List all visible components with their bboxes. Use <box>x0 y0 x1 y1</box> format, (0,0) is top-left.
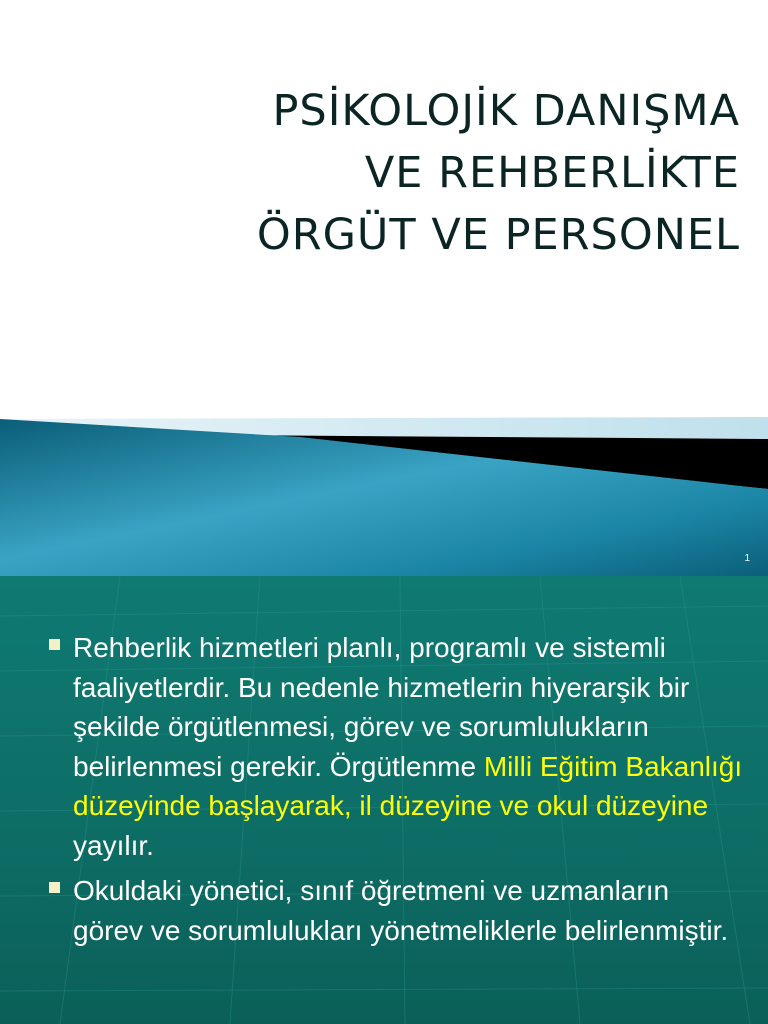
slide-title <box>200 80 740 266</box>
content-slide <box>0 576 768 1024</box>
bullet-2-text: Okuldaki yönetici, sınıf öğretmeni ve uzmanların görev ve sorumlulukları yönetmeliklerle belirlenmiştir. <box>73 875 729 946</box>
title-line-1: PSİKOLOJİK DANIŞMA <box>272 86 740 136</box>
bullet-list <box>44 628 744 956</box>
decorative-swoosh <box>0 405 768 576</box>
bullet-item-1 <box>44 628 744 865</box>
bullet-1-text: Rehberlik hizmetleri planlı, programlı ve sistemli faaliyetlerdir. Bu nedenle hizmetlerin hiyerarşik bir şekilde örgütlenmesi, görev ve sorumlulukların belirlenmesi gerekir. Örgütlenme <box>73 632 690 782</box>
page-number: 1 <box>744 553 750 564</box>
title-line-3: ÖRGÜT VE PERSONEL <box>256 210 740 260</box>
square-bullet-icon <box>49 882 60 893</box>
square-bullet-icon <box>49 639 60 650</box>
bullet-item-2 <box>44 871 744 950</box>
bullet-1-highlight: Milli Eğitim Bakanlığı düzeyinde başlayarak, il düzeyine ve okul düzeyine <box>73 750 743 821</box>
title-line-2: VE REHBERLİKTE <box>364 148 740 198</box>
bullet-1-text-end: yayılır. <box>73 829 154 861</box>
